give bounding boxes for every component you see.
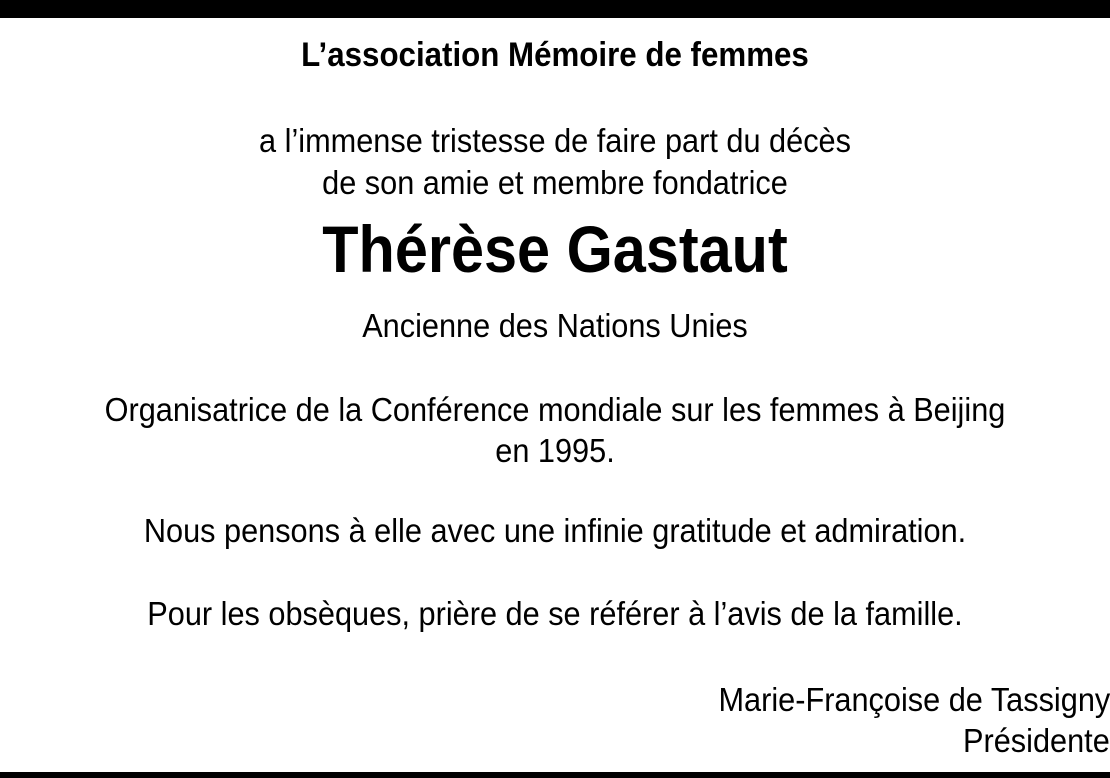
signatory-title: Présidente <box>963 722 1110 759</box>
organizer-line-1: Organisatrice de la Conférence mondiale sur les femmes à Beijing <box>104 391 1006 428</box>
association-heading: L’association Mémoire de femmes <box>301 36 809 74</box>
deceased-name: Thérèse Gastaut <box>322 212 788 286</box>
gratitude-line: Nous pensons à elle avec une infinie gratitude et admiration. <box>143 512 967 549</box>
bottom-border-rule <box>0 772 1110 778</box>
top-border-bar <box>0 0 1110 18</box>
role-line: Ancienne des Nations Unies <box>362 307 748 344</box>
signatory-name: Marie-Françoise de Tassigny <box>718 681 1110 718</box>
intro-line-1: a l’immense tristesse de faire part du décès <box>259 122 851 159</box>
organizer-line-2: en 1995. <box>495 432 615 469</box>
intro-line-2: de son amie et membre fondatrice <box>322 164 788 201</box>
funeral-info-line: Pour les obsèques, prière de se référer à l’avis de la famille. <box>147 595 963 632</box>
